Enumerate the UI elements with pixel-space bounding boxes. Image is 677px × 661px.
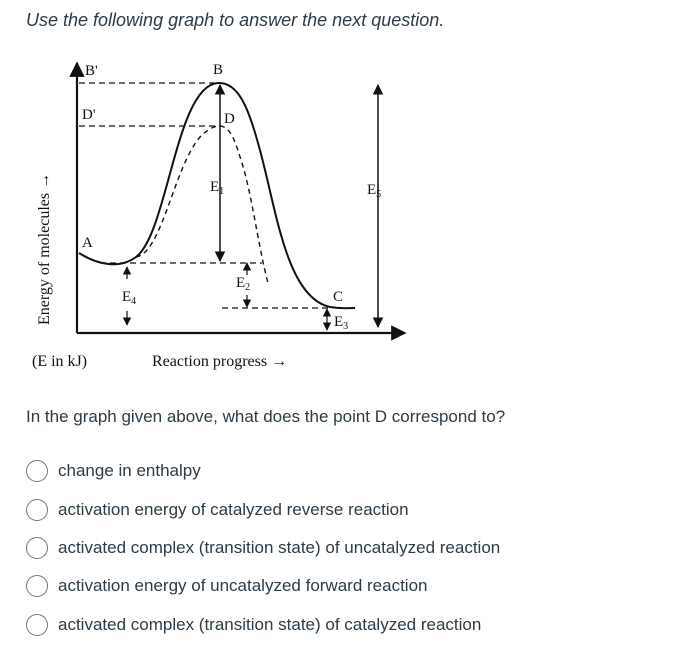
point-b-prime-label: B' xyxy=(85,63,98,79)
energy-diagram xyxy=(30,55,410,375)
point-d-label: D xyxy=(224,111,235,127)
radio-button[interactable] xyxy=(26,499,48,521)
answer-option[interactable] xyxy=(26,606,500,644)
x-axis-label: Reaction progress → xyxy=(152,353,288,370)
y-axis-label: Energy of molecules → xyxy=(36,172,53,325)
answer-label: activated complex (transition state) of uncatalyzed reaction xyxy=(58,537,501,557)
radio-button[interactable] xyxy=(26,575,48,597)
catalyzed-curve xyxy=(136,126,268,283)
uncatalyzed-curve xyxy=(79,83,355,308)
answer-label: activation energy of uncatalyzed forward reaction xyxy=(58,576,428,596)
radio-button[interactable] xyxy=(26,460,48,482)
point-c-label: C xyxy=(333,289,344,305)
answer-option[interactable] xyxy=(26,490,500,528)
radio-button[interactable] xyxy=(26,537,48,559)
point-d-prime-label: D' xyxy=(82,107,96,123)
e2-label: $E_2$ xyxy=(236,275,251,293)
e4-label: $E_4$ xyxy=(122,289,137,307)
radio-button[interactable] xyxy=(26,614,48,636)
e5-label: $E_5$ xyxy=(367,182,382,200)
answer-label: activated complex (transition state) of catalyzed reaction xyxy=(58,614,482,634)
answer-label: change in enthalpy xyxy=(58,461,201,481)
answer-list xyxy=(26,452,500,644)
instructions-text: Use the following graph to answer the next question. xyxy=(26,10,445,30)
answer-option[interactable] xyxy=(26,567,500,605)
e3-label: $E_3$ xyxy=(334,314,349,332)
answer-option[interactable] xyxy=(26,529,500,567)
units-label: (E in kJ) xyxy=(32,353,88,370)
point-a-label: A xyxy=(82,235,93,251)
e1-label: $E_1$ xyxy=(210,179,225,197)
question-text: In the graph given above, what does the point D correspond to? xyxy=(26,407,506,426)
answer-label: activation energy of catalyzed reverse reaction xyxy=(58,499,409,519)
point-b-label: B xyxy=(213,62,224,78)
answer-option[interactable] xyxy=(26,452,500,490)
